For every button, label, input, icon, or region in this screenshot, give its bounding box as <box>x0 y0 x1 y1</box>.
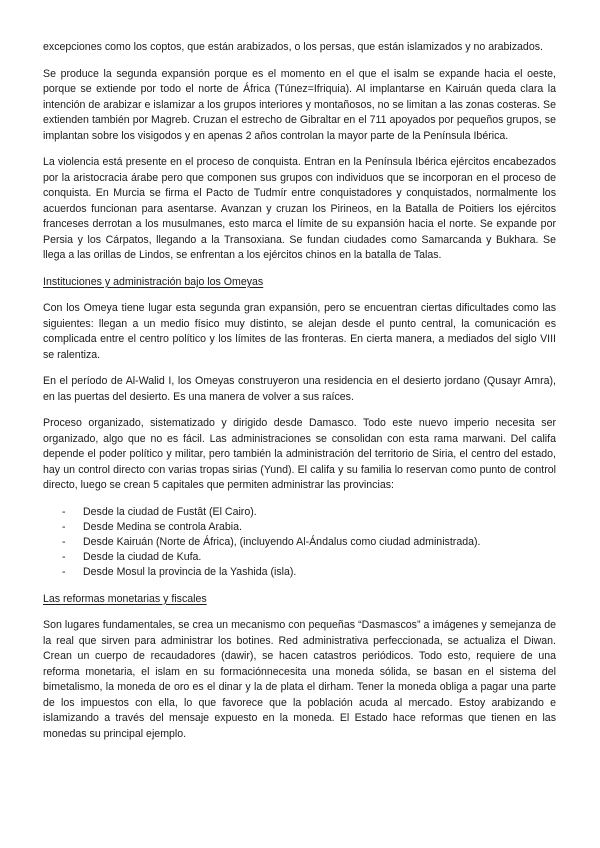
list-item-text: Desde Mosul la provincia de la Yashida (isla). <box>83 565 297 578</box>
paragraph-al-walid: En el período de Al-Walid I, los Omeyas construyeron una residencia en el desierto jordano (Qusayr Amra), en las puertas del desierto. Es una manera de volver a sus raíces. <box>43 375 556 403</box>
list-dash-marker: - <box>62 535 66 548</box>
paragraph-damasco-organization: Proceso organizado, sistematizado y dirigido desde Damasco. Todo este nuevo imperio necesita ser organizado, algo que no es fácil. Las administraciones se consolidan con esta rama marwani. Del califa depende el poder político y militar, pero también la administración del territorio de Siria, el centro del estado, hay un control directo con varias tropas sirias (Yund). El califa y su familia lo reservan como punto de control directo, luego se crean 5 capitales que permiten administrar las provincias: <box>43 417 556 491</box>
list-item <box>43 520 556 535</box>
list-item-text: Desde la ciudad de Kufa. <box>83 550 202 563</box>
capitals-list <box>43 505 556 580</box>
list-item <box>43 550 556 565</box>
list-dash-marker: - <box>62 520 66 533</box>
paragraph-omeya-difficulties: Con los Omeya tiene lugar esta segunda gran expansión, pero se encuentran ciertas dificultades como las siguientes: llegan a un medio físico muy distinto, se alejan desde el punto central, la comunicación es complicada entre el centro político y los límites de las fronteras. En cierta manera, a mediados del siglo VIII se ralentiza. <box>43 302 556 361</box>
paragraph-intro-continuation: excepciones como los coptos, que están arabizados, o los persas, que están islamizados y no arabizados. <box>43 41 543 53</box>
paragraph-violence-conquest: La violencia está presente en el proceso de conquista. Entran en la Península Ibérica ejércitos encabezados por la aristocracia árabe pero que componen sus grupos con individuos que se incorporan en el proceso de conquista. En Murcia se firma el Pacto de Tudmír entre conquistadores y conquistados, normalmente los acuerdos funcionan para asentarse. Avanzan y cruzan los Pirineos, en la Batalla de Poitiers los ejércitos franceses derrotan a los musulmanes, esto marca el límite de su expansión hacia el norte. Se expande por Persia y los Cárpatos, llegando a la Transoxiana. Se fundan ciudades como Samarcanda y Bukhara. Se llega a las orillas de Lindos, se enfrentan a los ejércitos chinos en la batalla de Talas. <box>43 156 556 261</box>
list-item-text: Desde Kairuán (Norte de África), (incluyendo Al-Ándalus como ciudad administrada). <box>83 535 481 548</box>
list-item <box>43 565 556 580</box>
document-page <box>43 40 556 753</box>
list-item <box>43 535 556 550</box>
list-dash-marker: - <box>62 550 66 563</box>
list-item-text: Desde Medina se controla Arabia. <box>83 520 242 533</box>
list-item <box>43 505 556 520</box>
paragraph-second-expansion: Se produce la segunda expansión porque es el momento en el que el isalm se expande hacia el oeste, porque se extiende por todo el norte de África (Túnez=Ifriquia). Al implantarse en Kairuán queda clara la intención de arabizar e islamizar a los grupos interiores y montañosos, no se limitan a las zonas costeras. Se extienden también por Magreb. Cruzan el estrecho de Gibraltar en el 711 apoyados por pequeños grupos, se implantan sobre los visigodos y en apenas 2 años controlan la mayor parte de la Península Ibérica. <box>43 67 556 142</box>
list-dash-marker: - <box>62 505 66 518</box>
list-dash-marker: - <box>62 565 66 578</box>
paragraph-monetary-reforms: Son lugares fundamentales, se crea un mecanismo con pequeñas “Dasmascos” a imágenes y semejanza de la real que sirven para administrar los botines. Red administrativa perfeccionada, se actualiza el Diwan. Crean un cuerpo de recaudadores (dawir), se hacen catastros periódicos. Todo esto, requiere de una reforma monetaria, el islam en su formaciónnecesita una moneda sólida, se basan en el sistema del bimetalismo, la moneda de oro es el dinar y la de plata el dirham. Tener la moneda obliga a pagar una parte de los impuestos con ella, lo que favorece que la población acuda al mercado. Estoy arabizando e islamizando a través del mensaje expuesto en la moneda. El Estado hace reformas que tienen en las monedas su principal ejemplo. <box>43 619 556 740</box>
section-heading-omeyas: Instituciones y administración bajo los Omeyas <box>43 275 264 288</box>
section-heading-reformas: Las reformas monetarias y fiscales <box>43 592 207 605</box>
list-item-text: Desde la ciudad de Fustât (El Cairo). <box>83 505 257 518</box>
